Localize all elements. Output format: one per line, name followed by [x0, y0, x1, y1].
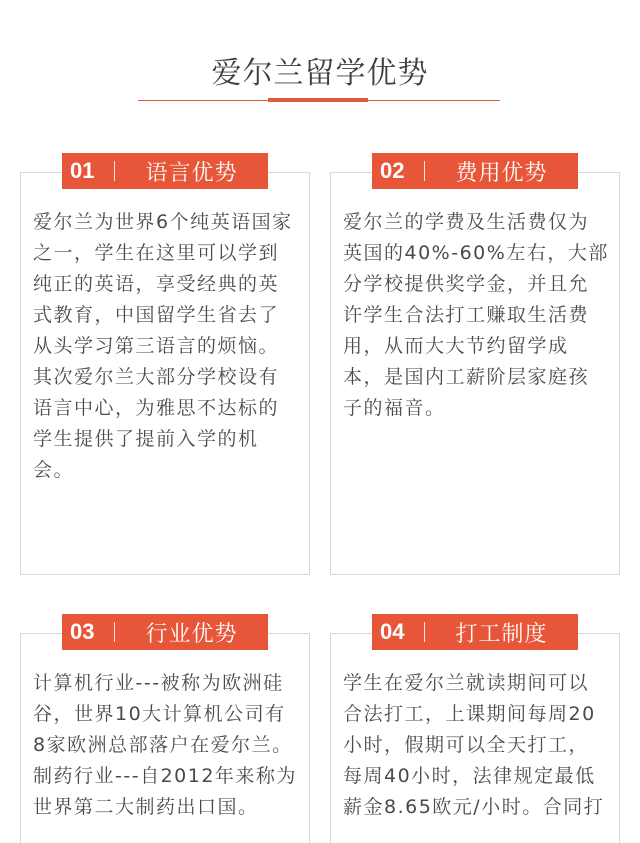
card-body-text: 爱尔兰的学费及生活费仅为英国的40%-60%左右，大部分学校提供奖学金，并且允许学生合法打工赚取生活费用，从而大大节约留学成本，是国内工薪阶层家庭孩子的福音。 — [343, 211, 609, 419]
card-header — [372, 614, 578, 650]
card-number: 01 — [70, 158, 95, 183]
page-title: 爱尔兰留学优势 — [211, 56, 429, 91]
card-title: 行业优势 — [145, 621, 238, 647]
card-number: 03 — [70, 619, 95, 644]
card-header — [372, 153, 578, 189]
card-industry-advantage — [20, 633, 310, 843]
card-language-advantage — [20, 172, 310, 575]
card-title: 语言优势 — [145, 160, 238, 186]
card-body-text: 学生在爱尔兰就读期间可以合法打工，上课期间每周20小时，假期可以全天打工，每周40小时，法律规定最低薪金8.65欧元/小时。合同打 — [343, 672, 605, 818]
card-body-text: 计算机行业---被称为欧洲硅谷，世界10大计算机公司有8家欧洲总部落户在爱尔兰。制药行业---自2012年来称为世界第二大制药出口国。 — [33, 672, 297, 818]
title-accent-bar — [268, 98, 368, 102]
card-title: 费用优势 — [455, 160, 548, 186]
card-work-policy — [330, 633, 620, 843]
card-number: 02 — [380, 158, 405, 183]
card-number: 04 — [380, 619, 405, 644]
card-header — [62, 153, 268, 189]
card-header — [62, 614, 268, 650]
card-body-text: 爱尔兰为世界6个纯英语国家之一，学生在这里可以学到纯正的英语，享受经典的英式教育，中国留学生省去了从头学习第三语言的烦恼。其次爱尔兰大部分学校设有语言中心，为雅思不达标的学生提供了提前入学的机会。 — [33, 211, 293, 481]
card-title: 打工制度 — [455, 621, 548, 647]
card-cost-advantage — [330, 172, 620, 575]
